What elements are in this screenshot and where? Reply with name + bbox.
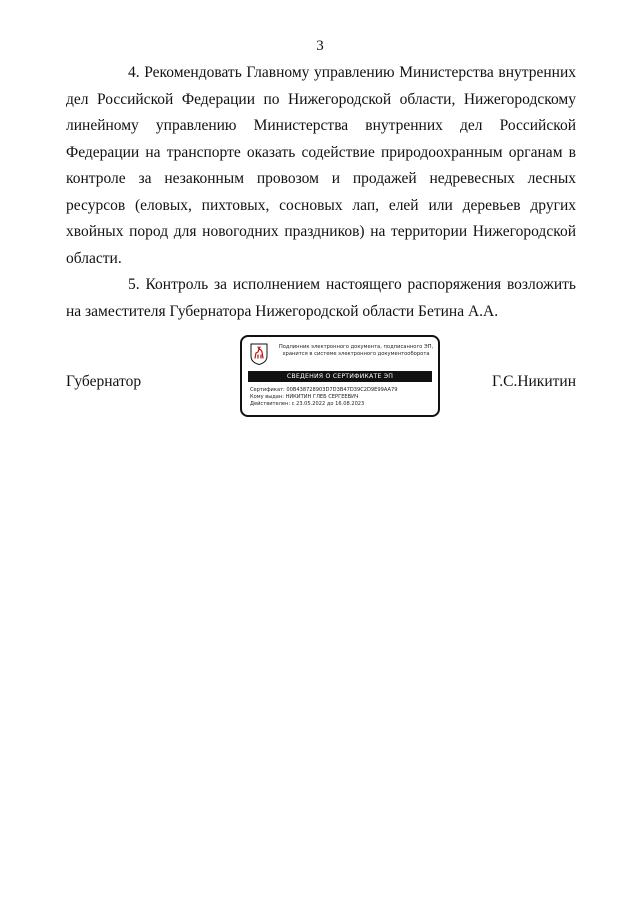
paragraph-5: 5. Контроль за исполнением настоящего распоряжения возложить на заместителя Губернатора Нижегородской области Бетина А.А. [66,276,576,320]
stamp-header [276,344,436,358]
stamp-header-line: Подлинник электронного документа, подписанного ЭП, [278,344,434,350]
page-number: 3 [316,38,324,54]
certificate-info-bar: СВЕДЕНИЯ О СЕРТИФИКАТЕ ЭП [248,371,432,382]
deer-emblem-icon [250,343,268,365]
document-body [66,60,576,325]
certificate-details [250,387,434,408]
certificate-validity: Действителен: с 23.05.2022 до 16.08.2023 [250,401,365,407]
paragraph-4: 4. Рекомендовать Главному управлению Министерства внутренних дел Российской Федерации по Нижегородской области, Нижегородскому линейному управлению Министерства внутренних дел Российской Федерации на транспорте оказать содействие природоохранным органам в контроле за незаконным провозом и продажей недревесных лесных ресурсов (еловых, пихтовых, сосновых лап, елей или деревьев других хвойных пород для новогодних праздников) на территории Нижегородской области. [66,64,576,267]
stamp-header-line: хранится в системе электронного документооборота [282,351,430,357]
signer-position: Губернатор [66,373,142,390]
electronic-signature-stamp [240,335,440,417]
signer-name: Г.С.Никитин [492,373,576,390]
signature-block [66,335,576,425]
certificate-owner: Кому выдан: НИКИТИН ГЛЕБ СЕРГЕЕВИЧ [250,394,359,400]
certificate-number: Сертификат: 00B438728903D7D3B47D39C2D9E99AA79 [250,387,398,393]
